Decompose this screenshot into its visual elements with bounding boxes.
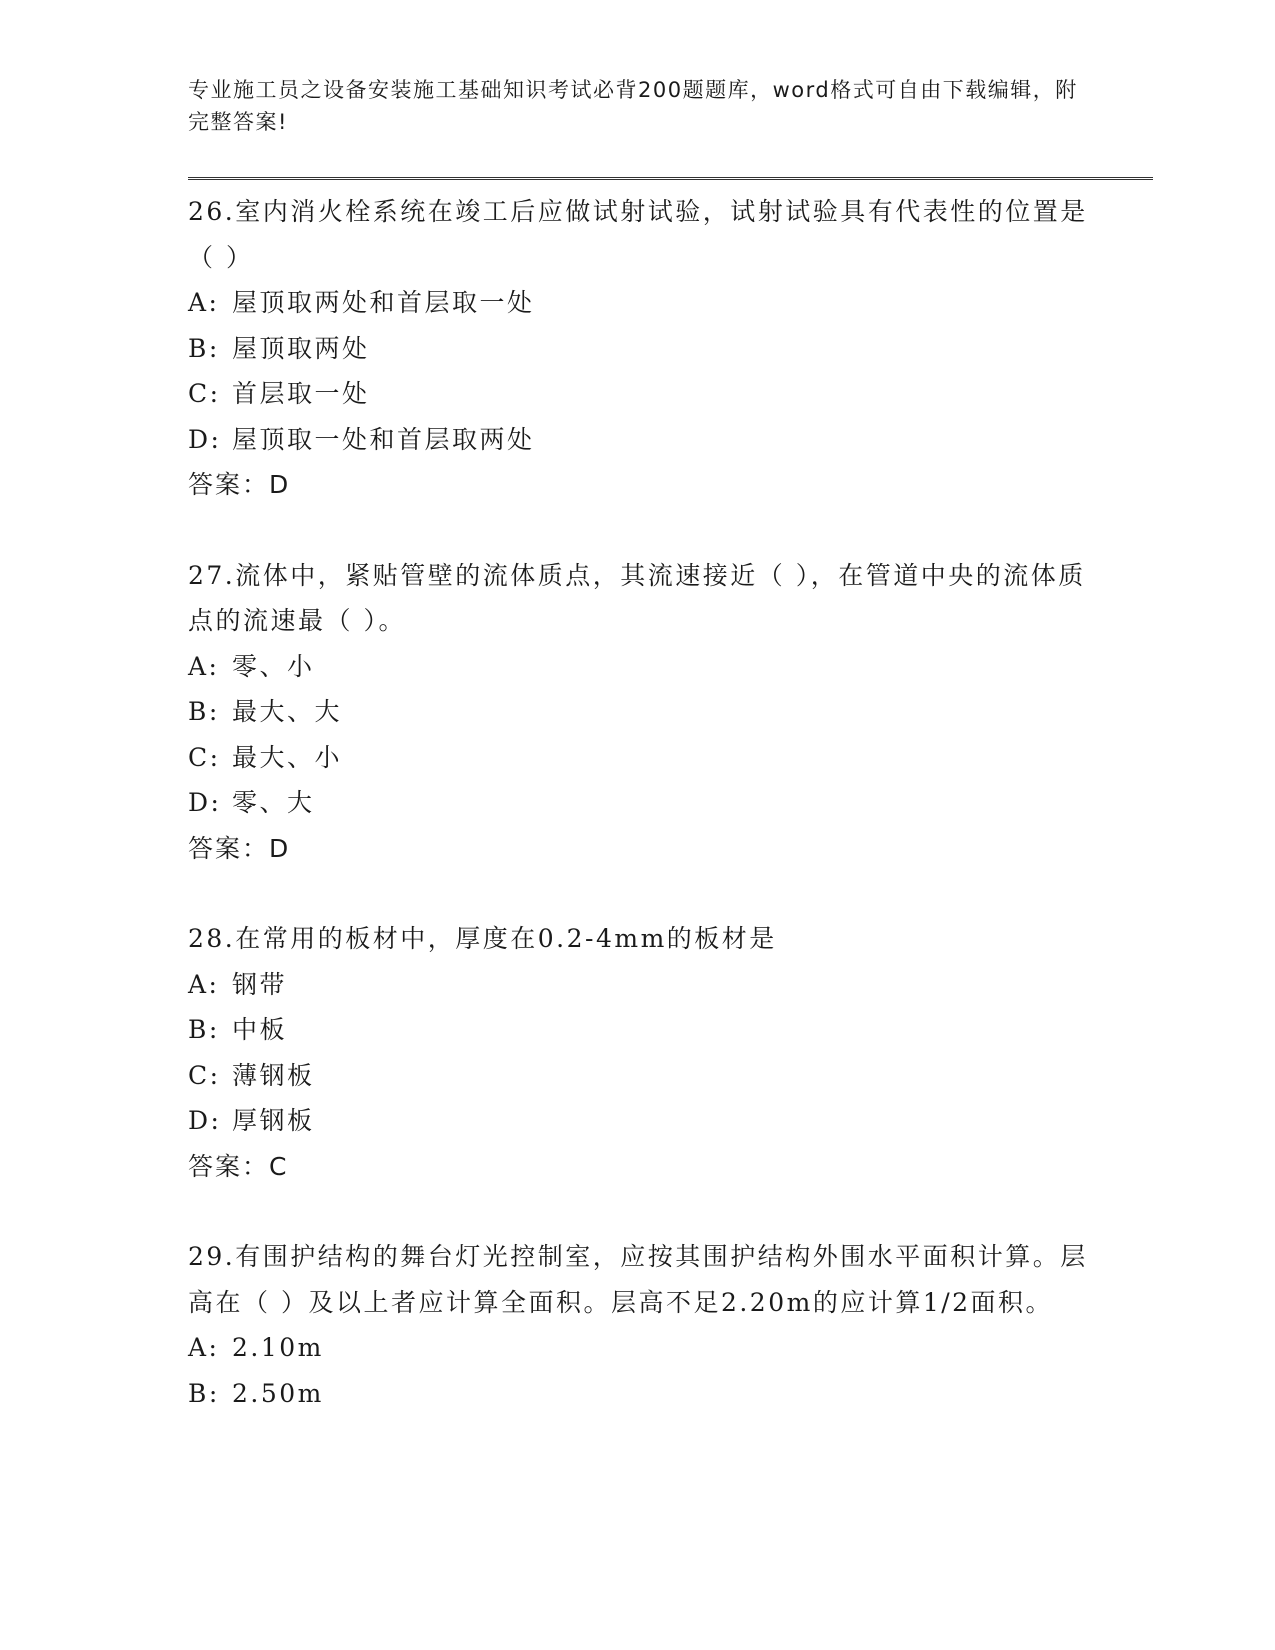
- option-letter: C:: [188, 379, 221, 408]
- option-text: 屋顶取两处和首层取一处: [232, 288, 535, 317]
- option-letter: B:: [188, 1015, 220, 1044]
- option-text: 屋顶取两处: [232, 333, 370, 363]
- question-body: 在常用的板材中，厚度在0.2-4mm的板材是: [235, 924, 777, 953]
- question-body: 流体中，紧贴管壁的流体质点，其流速接近（ ），在管道中央的流体质点的流速最（ ）。: [188, 560, 1086, 635]
- option-d: [188, 780, 1088, 826]
- option-letter: B:: [188, 333, 220, 363]
- answer-line: 答案：C: [188, 1151, 289, 1181]
- option-text: 钢带: [232, 969, 288, 999]
- answer-line: 答案：D: [188, 470, 291, 499]
- option-c: [188, 1053, 1088, 1099]
- option-b: [188, 689, 1088, 735]
- option-letter: A:: [188, 1333, 220, 1362]
- option-text: 厚钢板: [232, 1106, 315, 1135]
- question-body: 有围护结构的舞台灯光控制室，应按其围护结构外围水平面积计算。层高在（ ）及以上者应计算全面积。层高不足2.20m的应计算1/2面积。: [188, 1242, 1088, 1317]
- option-c: [188, 735, 1088, 781]
- question-number: 27.: [188, 560, 236, 590]
- option-text: 中板: [232, 1015, 288, 1044]
- option-text: 首层取一处: [232, 379, 370, 408]
- option-letter: B:: [188, 697, 220, 726]
- option-a: [188, 1325, 1088, 1371]
- option-b: [188, 1371, 1088, 1417]
- option-d: [188, 417, 1088, 463]
- question-list: [188, 189, 1088, 1461]
- question-number: 26.: [188, 197, 236, 226]
- option-text: 屋顶取一处和首层取两处: [232, 424, 535, 454]
- answer-line: 答案：D: [188, 833, 291, 863]
- question-text: [188, 553, 1088, 644]
- option-b: [188, 326, 1088, 372]
- question-number: 29.: [188, 1242, 236, 1271]
- option-letter: A:: [188, 651, 220, 681]
- option-d: [188, 1098, 1088, 1144]
- option-text: 2.10m: [232, 1333, 324, 1362]
- option-letter: B:: [188, 1378, 220, 1408]
- option-text: 最大、小: [232, 742, 343, 772]
- page-header: [188, 74, 1088, 138]
- option-a: [188, 962, 1088, 1008]
- question-28: [188, 916, 1088, 1189]
- option-text: 零、小: [232, 651, 315, 681]
- question-number: 28.: [188, 924, 236, 953]
- option-letter: A:: [188, 288, 220, 317]
- option-letter: D:: [188, 424, 222, 454]
- question-body: 室内消火栓系统在竣工后应做试射试验，试射试验具有代表性的位置是（ ）: [188, 197, 1088, 272]
- option-b: [188, 1007, 1088, 1053]
- option-letter: D:: [188, 1106, 222, 1135]
- option-c: [188, 371, 1088, 417]
- option-letter: A:: [188, 969, 220, 999]
- option-a: [188, 644, 1088, 690]
- option-letter: C:: [188, 742, 221, 772]
- question-27: [188, 553, 1088, 872]
- question-text: [188, 1234, 1088, 1325]
- question-text: [188, 916, 1088, 962]
- option-a: [188, 280, 1088, 326]
- option-text: 最大、大: [232, 697, 343, 726]
- header-divider: [188, 177, 1153, 180]
- option-text: 零、大: [232, 788, 315, 817]
- option-letter: D:: [188, 788, 222, 817]
- option-text: 2.50m: [232, 1378, 324, 1408]
- question-29: [188, 1234, 1088, 1416]
- question-26: [188, 189, 1088, 508]
- option-text: 薄钢板: [232, 1060, 315, 1090]
- header-title: 专业施工员之设备安装施工基础知识考试必背200题题库，word格式可自由下载编辑，附完整答案!: [188, 78, 1078, 134]
- option-letter: C:: [188, 1060, 221, 1090]
- question-text: [188, 189, 1088, 280]
